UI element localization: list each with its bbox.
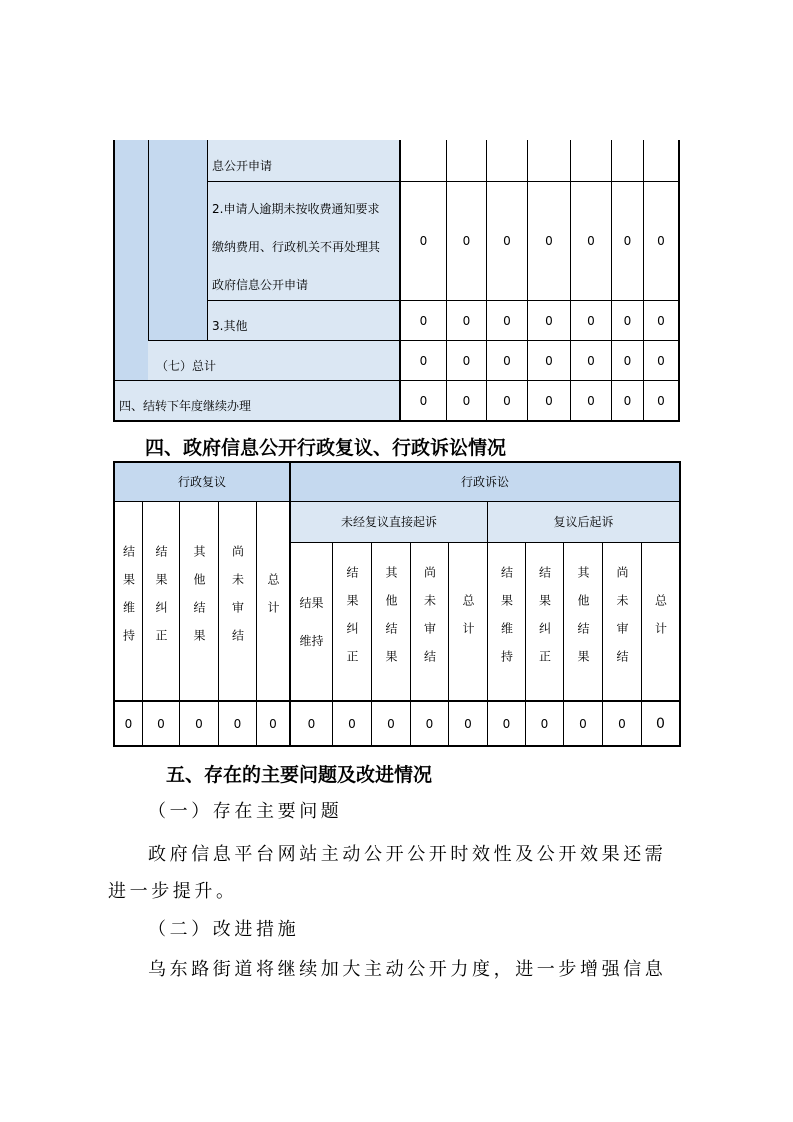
table-1-cell: 0 <box>462 353 471 368</box>
table-1-cell: 0 <box>657 353 665 368</box>
table-1-cell: 0 <box>462 313 471 328</box>
table-1-cell: 0 <box>503 353 511 368</box>
table-1-cell: 0 <box>657 313 665 328</box>
table-2-cell: 0 <box>157 716 165 731</box>
table-1-cell: 0 <box>587 313 595 328</box>
paragraph-1-line-2: 进一步提升。 <box>108 881 238 902</box>
subsection-1-heading: （一）存在主要问题 <box>148 801 343 822</box>
col-header: 结果维持 <box>499 565 514 678</box>
table-1-row-label-line: 2.申请人逾期未按收费通知要求 <box>212 202 380 216</box>
section-5-heading: 五、存在的主要问题及改进情况 <box>166 764 433 786</box>
table-1-cell: 0 <box>587 353 595 368</box>
col-header: 结果纠正 <box>154 545 168 657</box>
table-1-cell: 0 <box>503 313 511 328</box>
paragraph-2-line-1: 乌东路街道将继续加大主动公开力度，进一步增强信息 <box>148 959 667 980</box>
table-2-cell: 0 <box>656 715 665 732</box>
table-2-cell: 0 <box>124 716 133 731</box>
col-header: 其他结果 <box>576 565 590 678</box>
table-1-cell: 0 <box>623 393 632 408</box>
col-header: 结果维持 <box>299 595 324 648</box>
table-1-cell: 0 <box>419 353 428 368</box>
table-2-cell: 0 <box>307 716 316 731</box>
table-1-side-col-2 <box>148 140 207 341</box>
table-1-cell: 0 <box>545 234 553 248</box>
section-4-heading: 四、政府信息公开行政复议、行政诉讼情况 <box>145 437 507 459</box>
col-header: 总计 <box>461 593 475 650</box>
table-2-cell: 0 <box>464 716 472 731</box>
table-2-cell: 0 <box>540 716 549 731</box>
table-2-cell: 0 <box>195 716 203 731</box>
col-header: 结果维持 <box>121 545 136 657</box>
col-header: 尚未审结 <box>615 565 629 678</box>
col-header: 总计 <box>653 593 668 650</box>
table-1-cell: 0 <box>623 353 632 368</box>
col-header: 其他结果 <box>192 545 206 657</box>
subheader-litigation-after-review: 复议后起诉 <box>553 515 614 529</box>
table-2-cell: 0 <box>502 716 511 731</box>
table-1-cell: 0 <box>657 393 665 408</box>
table-1-cell: 0 <box>623 313 632 328</box>
subsection-2-heading: （二）改进措施 <box>148 919 300 940</box>
table-1-row-label: 3.其他 <box>212 319 248 333</box>
col-header: 结果纠正 <box>345 565 359 678</box>
table-1-cell: 0 <box>657 234 665 248</box>
table-1-cell: 0 <box>587 234 595 248</box>
table-1-cell: 0 <box>419 234 428 248</box>
table-1-cell: 0 <box>503 393 511 408</box>
paragraph-1-line-1: 政府信息平台网站主动公开公开时效性及公开效果还需 <box>148 844 667 865</box>
col-header: 总计 <box>266 573 280 629</box>
table-1-cell: 0 <box>419 313 428 328</box>
table-1-cell: 0 <box>419 393 428 408</box>
header-administrative-review: 行政复议 <box>177 475 226 489</box>
header-administrative-litigation: 行政诉讼 <box>460 475 509 489</box>
table-1-cell: 0 <box>462 234 471 248</box>
col-header: 尚未审结 <box>230 545 245 657</box>
table-1-cell: 0 <box>623 234 632 248</box>
table-2-cell: 0 <box>348 716 356 731</box>
col-header: 其他结果 <box>384 565 398 678</box>
table-1-row-label-line: 政府信息公开申请 <box>212 278 309 292</box>
col-header: 结果纠正 <box>537 565 552 678</box>
table-1-cell: 0 <box>587 393 595 408</box>
col-header: 尚未审结 <box>422 565 437 678</box>
table-1-row-label-line: 缴纳费用、行政机关不再处理其 <box>212 240 381 254</box>
subheader-direct-litigation: 未经复议直接起诉 <box>340 515 437 529</box>
table-1-row-label: 息公开申请 <box>212 159 273 173</box>
table-2-cell: 0 <box>233 716 242 731</box>
table-1-cell: 0 <box>545 313 553 328</box>
table-1-cell: 0 <box>545 393 553 408</box>
table-1-cell: 0 <box>503 234 511 248</box>
table-2-cell: 0 <box>269 716 277 731</box>
table-1-cell: 0 <box>545 353 553 368</box>
table-1-row-label: （七）总计 <box>156 359 217 373</box>
table-2-cell: 0 <box>579 716 587 731</box>
table-2-cell: 0 <box>425 716 434 731</box>
table-2-cell: 0 <box>387 716 395 731</box>
table-1-side-col <box>113 140 148 381</box>
table-2-cell: 0 <box>618 716 626 731</box>
table-1-cell: 0 <box>462 393 471 408</box>
table-1-row-label: 四、结转下年度继续办理 <box>119 399 252 413</box>
